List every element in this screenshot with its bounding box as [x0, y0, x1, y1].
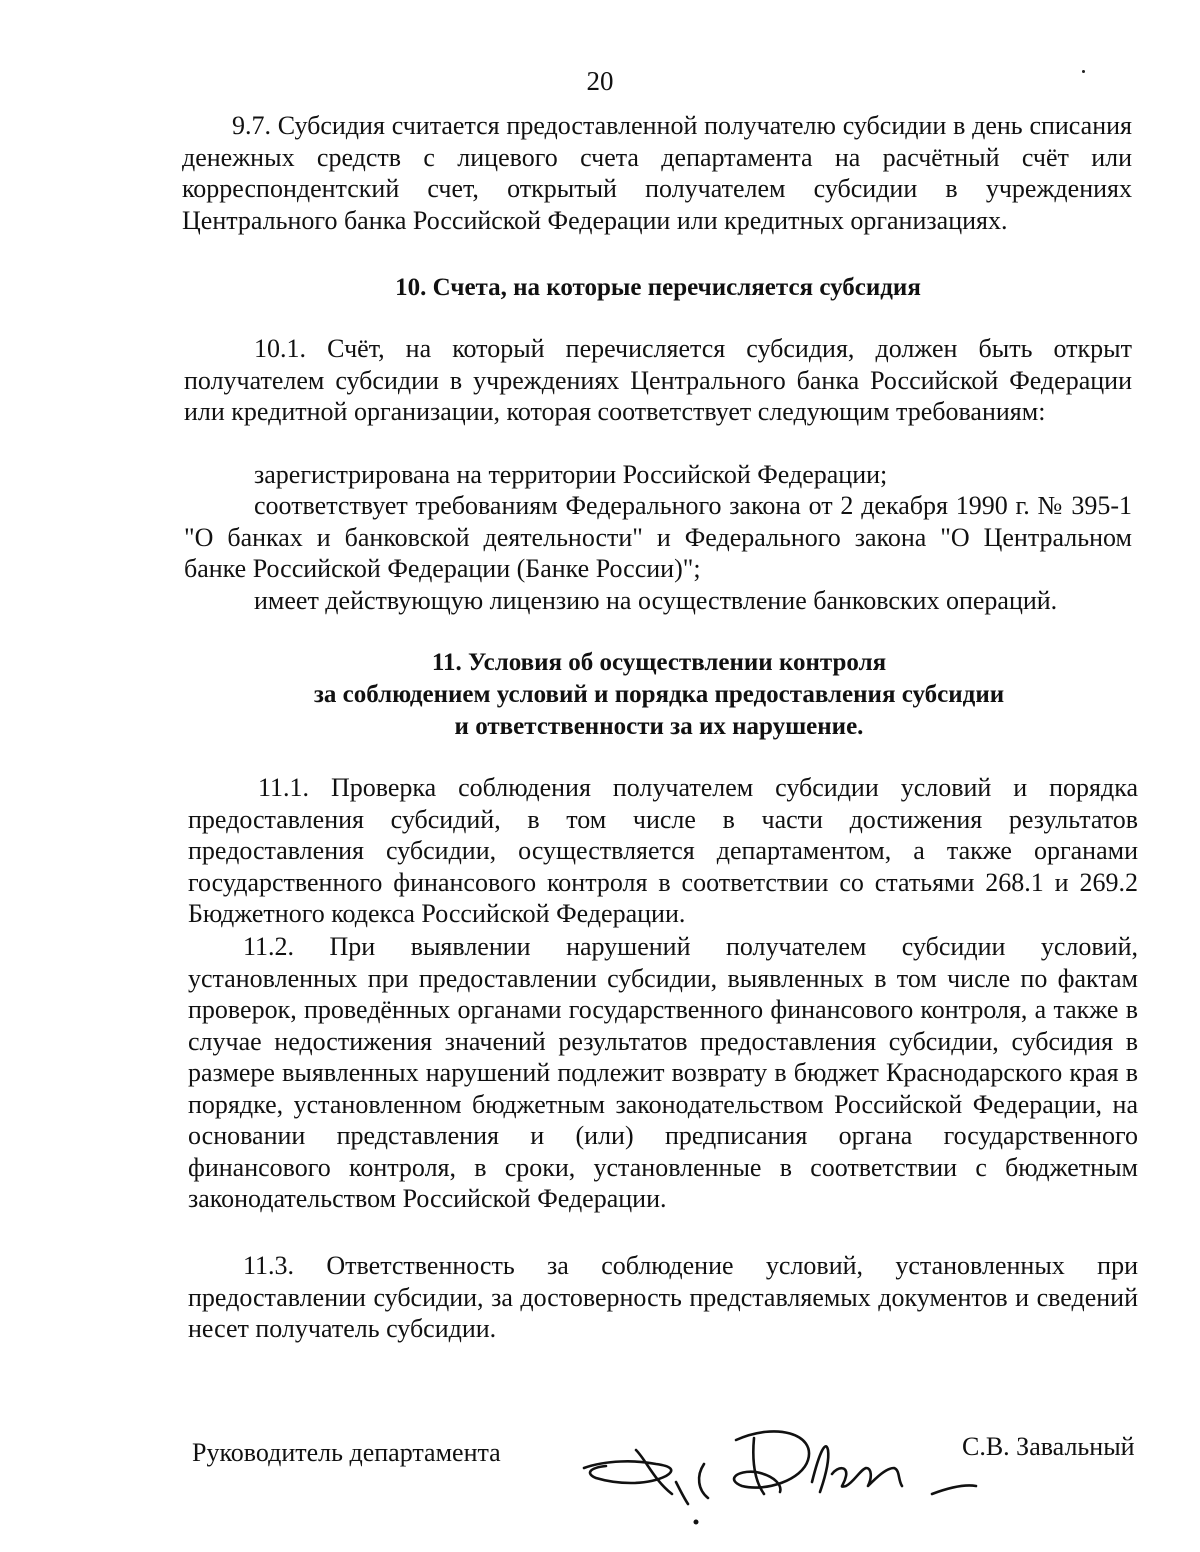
- handwritten-signature: [576, 1420, 986, 1530]
- section-11-heading-line-2: за соблюдением условий и порядка предоставления субсидии: [313, 681, 1005, 708]
- section-11-heading-line-1: 11. Условия об осуществлении контроля: [431, 649, 887, 676]
- signer-title: Руководитель департамента: [192, 1438, 501, 1467]
- paragraph-11-1: 11.1. Проверка соблюдения получателем субсидии условий и порядка предоставления субсидий, в том числе в части достижения результатов предоставления субсидии, осуществляется департаментом, а также органами государственного финансового контроля в соответствии со статьями 268.1 и 269.2 Бюджетного кодекса Российской Федерации.: [188, 773, 1138, 928]
- paragraph-10-1-item-b: соответствует требованиям Федерального закона от 2 декабря 1990 г. № 395-1 "О банках и банковской деятельности" и Федерального закона "О Центральном банке Российской Федерации (Банке России)";: [184, 491, 1132, 583]
- paragraph-11-2: 11.2. При выявлении нарушений получателем субсидии условий, установленных при предоставлении субсидии, выявленных в том числе по фактам проверок, проведённых органами государственного финансового контроля, а также в случае недостижения значений результатов предоставления субсидии, субсидия в размере выявленных нарушений подлежит возврату в бюджет Краснодарского края в порядке, установленном бюджетным законодательством Российской Федерации, на основании представления и (или) предписания органа государственного финансового контроля, в сроки, установленные в соответствии с бюджетным законодательством Российской Федерации.: [188, 932, 1138, 1213]
- paragraph-9-7: 9.7. Субсидия считается предоставленной получателю субсидии в день списания денежных средств с лицевого счета департамента на расчётный счёт или корреспондентский счет, открытый получателем субсидии в учреждениях Центрального банка Российской Федерации или кредитных организациях.: [182, 111, 1132, 235]
- paragraph-10-1-item-c: имеет действующую лицензию на осуществление банковских операций.: [254, 586, 1058, 615]
- paragraph-11-3: 11.3. Ответственность за соблюдение условий, установленных при предоставлении субсидии, за достоверность представляемых документов и сведений несет получатель субсидии.: [188, 1251, 1138, 1343]
- paragraph-10-1-item-a: зарегистрирована на территории Российской Федерации;: [254, 460, 888, 489]
- section-10-heading: 10. Счета, на которые перечисляется субсидия: [395, 274, 921, 301]
- scan-speck: [1082, 70, 1085, 73]
- page-number: 20: [586, 66, 614, 96]
- signer-name: С.В. Завальный: [962, 1432, 1135, 1461]
- paragraph-10-1: 10.1. Счёт, на который перечисляется субсидия, должен быть открыт получателем субсидии в учреждениях Центрального банка Российской Федерации или кредитной организации, которая соответствует следующим требованиям:: [184, 334, 1132, 426]
- section-11-heading-line-3: и ответственности за их нарушение.: [454, 713, 864, 740]
